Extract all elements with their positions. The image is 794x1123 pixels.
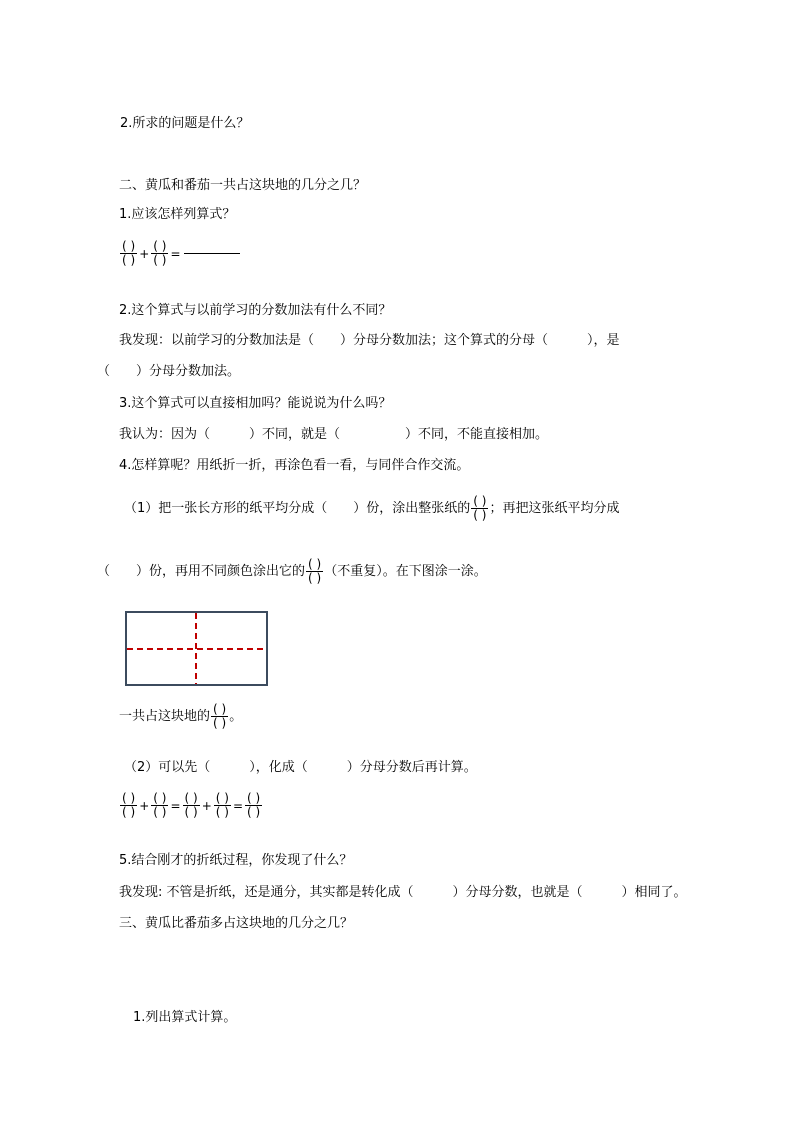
equals-sign: =: [232, 798, 243, 813]
think-line: 我认为：因为（ ）不同，就是（ ）不同，不能直接相加。: [119, 427, 549, 442]
fraction-blank: $\frac{( )}{( )}$: [184, 791, 198, 819]
fraction-blank: $\frac{( )}{( )}$: [247, 791, 261, 819]
fraction-blank: $\frac{( )}{( )}$: [213, 702, 227, 730]
total-text: 一共占这块地的: [119, 709, 211, 724]
section-2-title: 二、黄瓜和番茄一共占这块地的几分之几？: [119, 178, 367, 193]
fold-lines: [127, 613, 266, 684]
section-2-question-1: 1.应该怎样列算式？: [119, 207, 236, 222]
section-2-question-2: 2.这个算式与以前学习的分数加法有什么不同？: [119, 303, 392, 318]
addition-formula: [119, 240, 240, 267]
fraction-blank: $\frac{( )}{( )}$: [215, 791, 229, 819]
plus-sign: +: [139, 246, 150, 261]
equals-sign: =: [170, 246, 181, 261]
answer-blank-line: [184, 253, 240, 254]
fraction-blank: $\frac{( )}{( )}$: [122, 791, 136, 819]
step-1-text: （1）把一张长方形的纸平均分成（ ）份，涂出整张纸的: [124, 501, 471, 516]
fraction-blank: $\frac{( )}{( )}$: [153, 791, 167, 819]
step-1b-line: [97, 553, 487, 591]
section-2-question-3: 3.这个算式可以直接相加吗？能说说为什么吗？: [119, 396, 392, 411]
fraction-blank: $\frac{( )}{( )}$: [308, 557, 322, 585]
fraction-blank: $\frac{( )}{( )}$: [122, 239, 136, 267]
found-line: 我发现: 不管是折纸，还是通分，其实都是转化成（ ）分母分数，也就是（ ）相同了。: [119, 885, 687, 900]
section-3-title: 三、黄瓜比番茄多占这块地的几分之几？: [119, 916, 354, 931]
question-2-problem: 2.所求的问题是什么？: [120, 116, 250, 131]
total-period: 。: [229, 709, 243, 724]
step-1-tail: ；再把这张纸平均分成: [489, 501, 620, 516]
total-line: [119, 698, 242, 736]
equals-sign: =: [170, 798, 181, 813]
folded-paper-rectangle: [125, 611, 268, 686]
step-2-line: （2）可以先（ ），化成（ ）分母分数后再计算。: [124, 760, 477, 775]
discover-line-2: （ ）分母分数加法。: [97, 364, 241, 379]
common-denominator-formula: [119, 792, 263, 819]
step-1b-tail: （不重复）。在下图涂一涂。: [324, 564, 487, 579]
step-1b-text: （ ）份，再用不同颜色涂出它的: [97, 564, 306, 579]
fraction-blank: $\frac{( )}{( )}$: [473, 494, 487, 522]
step-1-line: [124, 490, 619, 528]
section-3-question-1: 1.列出算式计算。: [133, 1010, 237, 1025]
plus-sign: +: [201, 798, 212, 813]
section-2-question-5: 5.结合刚才的折纸过程，你发现了什么？: [119, 853, 353, 868]
fraction-blank: $\frac{( )}{( )}$: [153, 239, 167, 267]
section-2-question-4: 4.怎样算呢？用纸折一折，再涂色看一看，与同伴合作交流。: [119, 458, 470, 473]
discover-line-1: 我发现：以前学习的分数加法是（ ）分母分数加法；这个算式的分母（ ），是: [119, 333, 620, 348]
plus-sign: +: [139, 798, 150, 813]
